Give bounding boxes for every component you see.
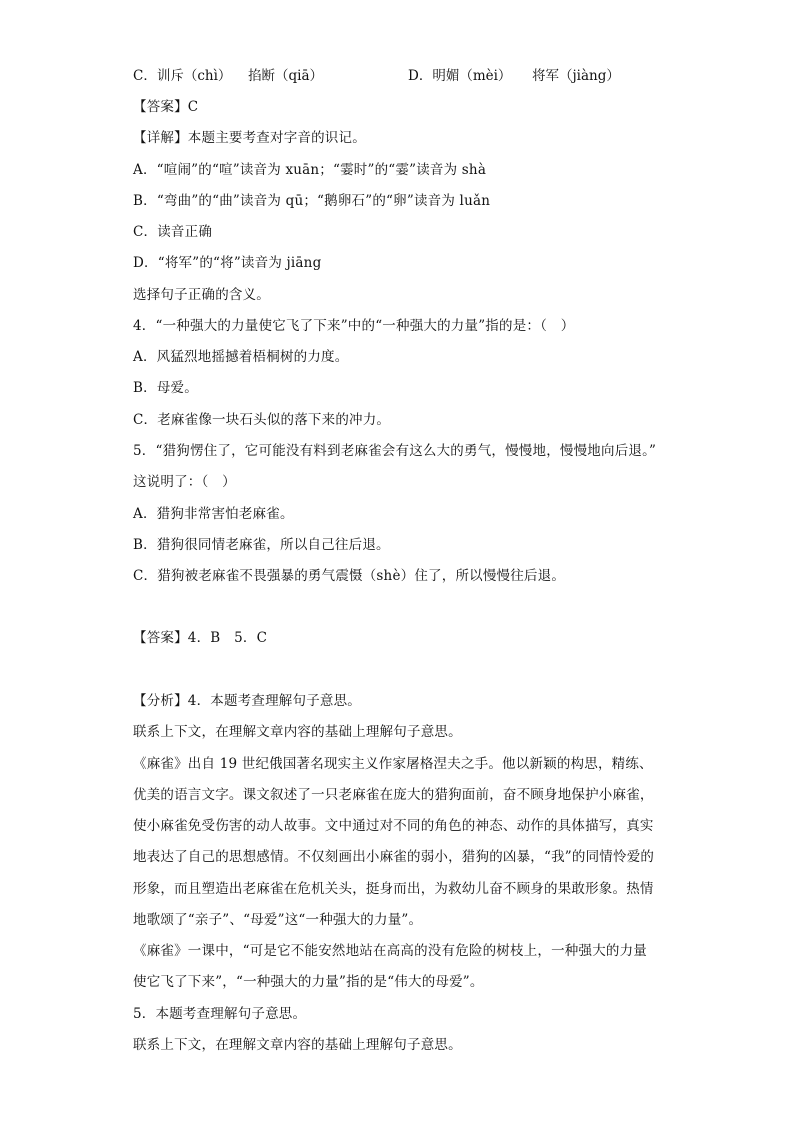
q5-option-b: B．猎狗很同情老麻雀，所以自己往后退。 [133,537,390,553]
q3-explain-b: B．“弯曲”的“曲”读音为 qū；“鹅卵石”的“卵”读音为 luǎn [133,193,491,209]
option-c-first-word: C．训斥（chì） [133,68,232,84]
q5-stem-line1: 5．“猎狗愣住了，它可能没有料到老麻雀会有这么大的勇气，慢慢地，慢慢地向后退。” [133,443,657,459]
analysis-line-12: 联系上下文，在理解文章内容的基础上理解句子意思。 [133,1037,462,1053]
analysis-line-4: 优美的语言文字。课文叙述了一只老麻雀在庞大的猎狗面前，奋不顾身地保护小麻雀， [133,787,654,803]
analysis-line-3: 《麻雀》出自 19 世纪俄国著名现实主义作家屠格涅夫之手。他以新颖的构思，精练、 [133,756,653,772]
analysis-line-7: 形象，而且塑造出老麻雀在危机关头，挺身而出，为救幼儿奋不顾身的果敢形象。热情 [133,881,654,897]
analysis-line-11: 5．本题考查理解句子意思。 [133,1006,307,1022]
analysis-line-9: 《麻雀》一课中，“可是它不能安然地站在高高的没有危险的树枝上，一种强大的力量 [133,943,648,959]
q4-option-c: C．老麻雀像一块石头似的落下来的冲力。 [133,412,391,428]
q5-option-a: A．猎狗非常害怕老麻雀。 [133,506,294,522]
analysis-line-10: 使它飞了下来”，“一种强大的力量”指的是“伟大的母爱”。 [133,974,484,990]
q3-explain-d: D．“将军”的“将”读音为 jiāng [133,255,322,271]
q3-explain-a: A．“喧闹”的“喧”读音为 xuān；“霎时”的“霎”读音为 shà [133,162,487,178]
q5-option-c: C．猎狗被老麻雀不畏强暴的勇气震慑（shè）住了，所以慢慢往后退。 [133,568,566,584]
q45-answer: 【答案】4．B 5．C [133,630,268,646]
analysis-line-2: 联系上下文，在理解文章内容的基础上理解句子意思。 [133,724,462,740]
q4-option-b: B．母爱。 [133,380,198,396]
q5-stem-line2: 这说明了：（ ） [133,474,236,490]
section-heading: 选择句子正确的含义。 [133,287,270,303]
analysis-line-8: 地歌颂了“亲子”、“母爱”这“一种强大的力量”。 [133,912,423,928]
analysis-line-6: 地表达了自己的思想感情。不仅刻画出小麻雀的弱小，猎狗的凶暴，“我”的同情怜爱的 [133,849,655,865]
option-d-first-word: D．明媚（mèi） [408,68,512,84]
q3-detail: 【详解】本题主要考查对字音的识记。 [133,130,366,146]
q4-stem: 4．“一种强大的力量使它飞了下来”中的“一种强大的力量”指的是：（ ） [133,318,575,334]
analysis-line-5: 使小麻雀免受伤害的动人故事。文中通过对不同的角色的神态、动作的具体描写，真实 [133,818,654,834]
q3-answer: 【答案】C [133,99,199,115]
q4-option-a: A．风猛烈地摇撼着梧桐树的力度。 [133,349,349,365]
option-c-second-word: 掐断（qiā） [248,68,324,84]
q3-explain-c: C．读音正确 [133,224,213,240]
option-d-second-word: 将军（jiàng） [532,68,620,84]
analysis-line-1: 【分析】4．本题考查理解句子意思。 [133,693,361,709]
